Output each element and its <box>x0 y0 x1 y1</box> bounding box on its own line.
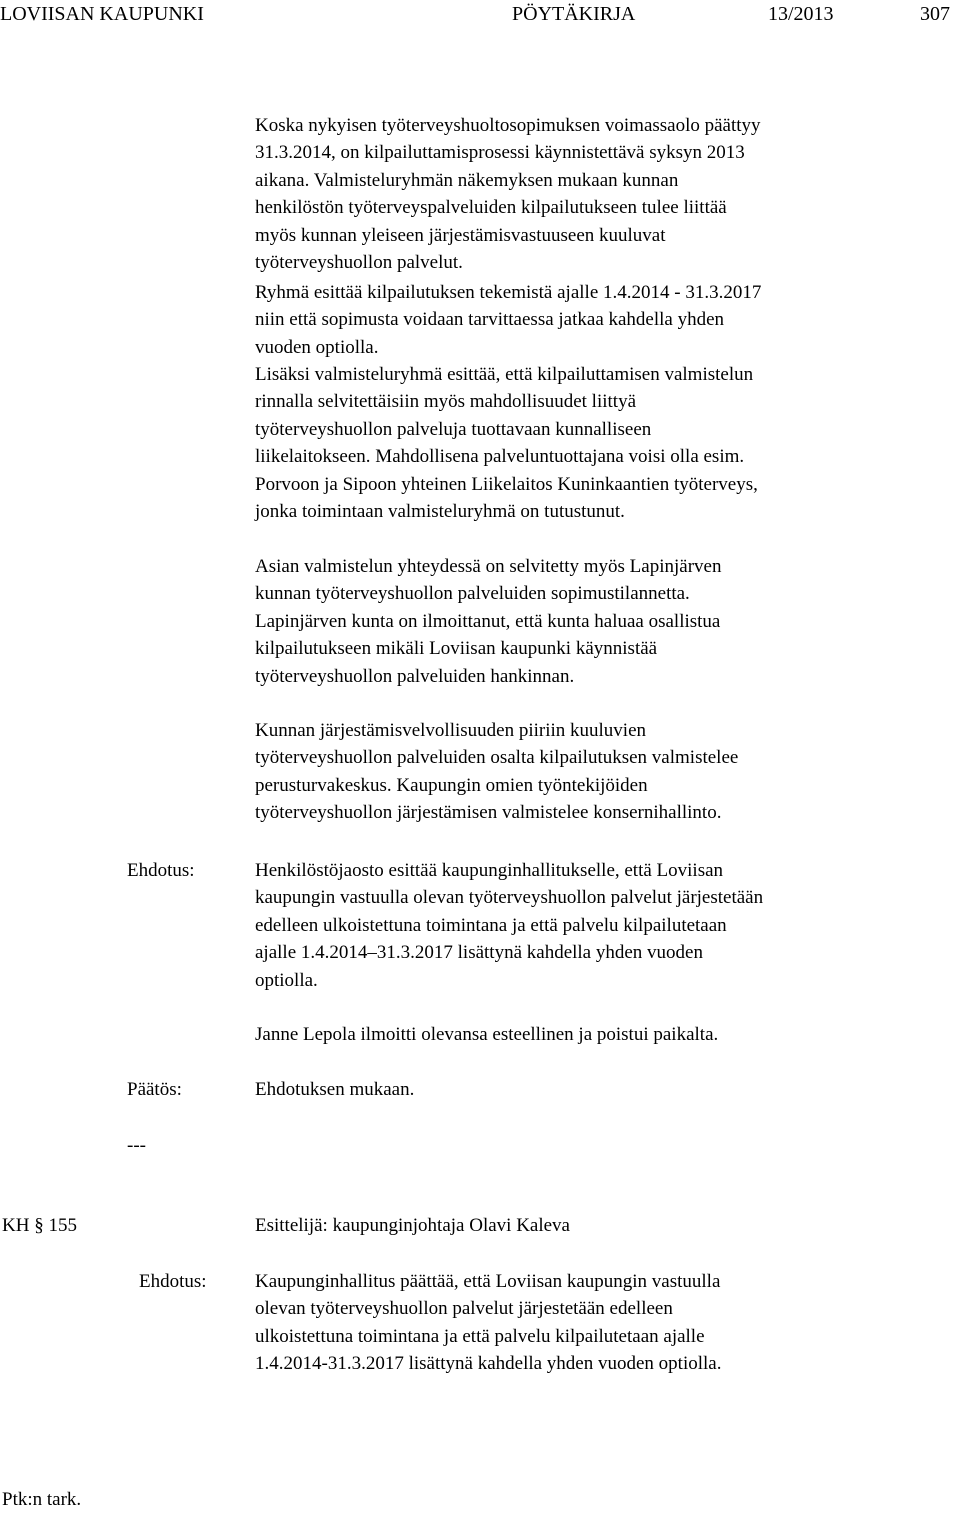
kh-section-number: KH § 155 <box>2 1215 77 1236</box>
paragraph-tender-period: Ryhmä esittää kilpailutuksen tekemistä ajalle 1.4.2014 - 31.3.2017 niin että sopimusta voidaan tarvittaessa jatkaa kahdella yhden vuoden optiolla. <box>255 282 762 358</box>
minutes-checker-footer: Ptk:n tark. <box>2 1489 82 1510</box>
document-type: PÖYTÄKIRJA <box>512 3 636 25</box>
paragraph-lapinjarvi: Asian valmistelun yhteydessä on selvitetty myös Lapinjärven kunnan työterveyshuollon palveluiden sopimustilannetta. Lapinjärven kunta on ilmoittanut, että kunta haluaa osallistua kilpailutukseen mikäli Loviisan kaupunki käynnistää työterveyshuollon palveluiden hankinnan. <box>255 556 722 687</box>
kh-proposal-text: Kaupunginhallitus päättää, että Loviisan kaupungin vastuulla olevan työterveyshuollon palvelut järjestetään edelleen ulkoistettuna toimintana ja että palvelu kilpailutetaan ajalle 1.4.2014-31.3.2017 lisättynä kahdella yhden vuoden optiolla. <box>255 1271 722 1375</box>
paragraph-contract-expiry: Koska nykyisen työterveyshuoltosopimuksen voimassaolo päättyy 31.3.2014, on kilpailuttamisprosessi käynnistettävä syksyn 2013 aikana. Valmisteluryhmän näkemyksen mukaan kunnan henkilöstön työterveyspalveluiden kilpailutukseen tulee liittää myös kunnan yleiseen järjestämisvastuuseen kuuluvat työterveyshuollon palvelut. <box>255 115 761 274</box>
kh-presenter: Esittelijä: kaupunginjohtaja Olavi Kaleva <box>255 1215 570 1236</box>
kh-proposal-label: Ehdotus: <box>139 1271 207 1292</box>
section-separator: --- <box>127 1135 146 1156</box>
page-header <box>0 0 960 32</box>
page-number: 307 <box>920 3 950 25</box>
paragraph-municipal-enterprise: Lisäksi valmisteluryhmä esittää, että kilpailuttamisen valmistelun rinnalla selvitettäisiin myös mahdollisuudet liittyä työterveyshuollon palveluja tuottavaan kunnalliseen liikelaitokseen. Mahdollisena palveluntuottajana voisi olla esim. Porvoon ja Sipoon yhteinen Liikelaitos Kuninkaantien työterveys, jonka toimintaan valmisteluryhmä on tutustunut. <box>255 364 758 523</box>
decision-label: Päätös: <box>127 1079 182 1100</box>
paragraph-responsibilities: Kunnan järjestämisvelvollisuuden piiriin kuuluvien työterveyshuollon palveluiden osalta kilpailutuksen valmistelee perusturvakeskus. Kaupungin omien työntekijöiden työterveyshuollon järjestämisen valmistelee konsernihallinto. <box>255 720 739 824</box>
disqualification-note: Janne Lepola ilmoitti olevansa esteellinen ja poistui paikalta. <box>255 1024 719 1045</box>
meeting-number: 13/2013 <box>768 3 834 25</box>
decision-text: Ehdotuksen mukaan. <box>255 1079 415 1100</box>
proposal-text: Henkilöstöjaosto esittää kaupunginhallitukselle, että Loviisan kaupungin vastuulla olevan työterveyshuollon palvelut järjestetään edelleen ulkoistettuna toimintana ja että palvelu kilpailutetaan ajalle 1.4.2014–31.3.2017 lisättynä kahdella yhden vuoden optiolla. <box>255 860 764 991</box>
organization-name: LOVIISAN KAUPUNKI <box>0 3 204 25</box>
proposal-label: Ehdotus: <box>127 860 195 881</box>
